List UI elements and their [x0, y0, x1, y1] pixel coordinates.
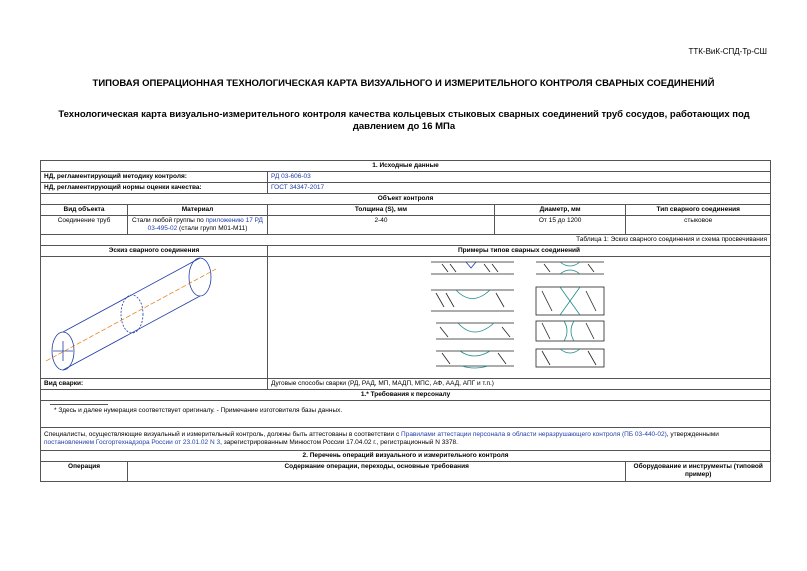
col-joint-type: Тип сварного соединения — [626, 205, 771, 216]
pipe-weld-sketch — [41, 257, 267, 375]
weld-types-drawing — [268, 257, 770, 375]
col-diameter: Диаметр, мм — [494, 205, 626, 216]
personnel-prefix: Специалисты, осуществляющие визуальный и измерительный контроль, должны быть аттестованы в соответствии с — [44, 431, 402, 438]
material-link[interactable]: приложению 17 РД 03-495-02 — [147, 217, 263, 232]
document-code: ТТК-ВиК-СПД-Тр-СШ — [688, 47, 767, 56]
section1-header: 1. Исходные данные — [41, 161, 771, 172]
nd-norms-label: НД, регламентирующий нормы оценки качества: — [41, 183, 268, 194]
col-thickness: Толщина (S), мм — [268, 205, 495, 216]
section2-header: 2. Перечень операций визуального и измерительного контроля — [41, 451, 771, 462]
material-value — [128, 216, 268, 235]
weld-example-4 — [436, 349, 604, 368]
table-row — [41, 216, 771, 235]
nd-method-label: НД, регламентирующий методику контроля: — [41, 172, 268, 183]
col-content: Содержание операции, переходы, основные требования — [128, 462, 626, 482]
table-caption: Таблица 1: Эскиз сварного соединения и схема просвечивания — [41, 235, 771, 246]
joint-type-value: стыковое — [626, 216, 771, 235]
weld-type-label: Вид сварки: — [41, 379, 268, 390]
personnel-header: 1.* Требования к персоналу — [41, 390, 771, 401]
object-header: Объект контроля — [41, 194, 771, 205]
examples-header: Примеры типов сварных соединений — [268, 246, 771, 257]
col-material: Материал — [128, 205, 268, 216]
page-title: ТИПОВАЯ ОПЕРАЦИОННАЯ ТЕХНОЛОГИЧЕСКАЯ КАРТА ВИЗУАЛЬНОГО И ИЗМЕРИТЕЛЬНОГО КОНТРОЛЯ СВАРНЫХ СОЕДИНЕНИЙ — [92, 78, 715, 89]
weld-examples-cell — [268, 257, 771, 379]
material-prefix: Стали любой группы по — [132, 217, 206, 224]
weld-type-value: Дуговые способы сварки (РД, РАД, МП, МАДП, МПС, АФ, ААД, АПГ и т.п.) — [268, 379, 771, 390]
sketch-header: Эскиз сварного соединения — [41, 246, 268, 257]
weld-example-3 — [436, 321, 604, 341]
material-suffix: (стали групп М01-М11) — [177, 225, 248, 232]
footnote-text: * Здесь и далее нумерация соответствует оригиналу. - Примечание изготовителя базы данных. — [54, 407, 343, 414]
weld-example-2 — [431, 287, 604, 315]
page-subtitle: Технологическая карта визуально-измерительного контроля качества кольцевых стыковых сварных соединений труб сосудов, работающих под давлением до 16 МПа — [58, 109, 750, 132]
footnote-cell — [41, 401, 771, 428]
weld-sketch-cell — [41, 257, 268, 379]
personnel-suffix: , зарегистрированным Минюстом России 17.04.02 г., регистрационный N 3378. — [220, 439, 458, 446]
personnel-text — [41, 428, 771, 451]
personnel-mid: , утвержденными — [666, 431, 719, 438]
nd-norms-link[interactable]: ГОСТ 34347-2017 — [268, 183, 771, 194]
resolution-link[interactable]: постановлением Госгортехнадзора России от 23.01.02 N 3 — [44, 439, 221, 446]
weld-example-1 — [431, 262, 604, 274]
col-object-type: Вид объекта — [41, 205, 128, 216]
object-type-value: Соединение труб — [41, 216, 128, 235]
diameter-value: От 15 до 1200 — [494, 216, 626, 235]
col-operation: Операция — [41, 462, 128, 482]
rules-link[interactable]: Правилами аттестации персонала в области неразрушающего контроля (ПБ 03-440-02) — [401, 431, 667, 438]
footnote-divider — [50, 404, 108, 405]
tech-card-table — [40, 160, 771, 482]
nd-method-link[interactable]: РД 03-606-03 — [268, 172, 771, 183]
thickness-value: 2-40 — [268, 216, 495, 235]
col-equipment: Оборудование и инструменты (типовой пример) — [626, 462, 771, 482]
